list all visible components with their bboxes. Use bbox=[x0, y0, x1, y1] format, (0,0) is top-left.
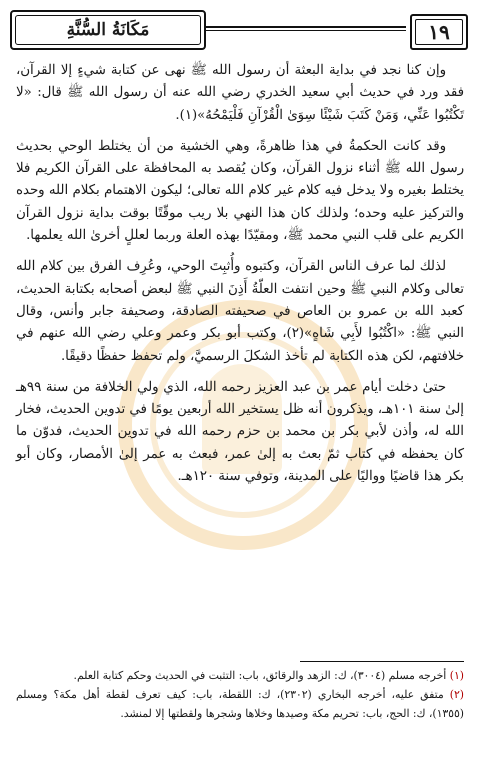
footnote-text: أخرجه مسلم (٣٠٠٤)، ك: الزهد والرقائق، باب: التثبت في الحديث وحكم كتابة العلم. bbox=[73, 669, 447, 682]
footnote-marker: (٢) bbox=[449, 688, 464, 701]
main-text bbox=[16, 60, 464, 497]
footnote-1 bbox=[16, 666, 464, 685]
footnote-2 bbox=[16, 685, 464, 723]
paragraph-4: حتىٰ دخلت أيام عمر بن عبد العزيز رحمه الله، الذي ولي الخلافة من سنة ٩٩هـ إلىٰ سنة ١٠١هـ، ويذكرون أنه ظل يستخير الله أربعين يومًا في تدوين الحديث، فخار الله له، وأذن لأبي بكر بن محمد بن حزم رحمه الله في تدوين الحديث، فدوّن ما كان يحفظه في كتاب ثمّ بعث به إلىٰ عمر، فبعث به عمر إلىٰ الأمصار، وكان أبو بكر هذا قاضيًا وواليًا على المدينة، وتوفي سنة ١٢٠هـ. bbox=[16, 379, 464, 485]
running-title: مَكَانَةُ السُّنَّةِ bbox=[10, 10, 206, 50]
paragraph-1: وإن كنا نجد في بداية البعثة أن رسول الله ﷺ نهى عن كتابة شيءٍ إلا القرآن، فقد ورد في حديث أبي سعيد الخدري رضي الله عنه أن رسول الله ﷺ قال: «لا تَكْتُبُوا عَنِّي، وَمَنْ كَتَبَ شَيْئًا سِوَىٰ الْقُرْآنِ فَلْيَمْحُهُ»(١). bbox=[16, 63, 464, 123]
page-number: ١٩ bbox=[410, 14, 468, 50]
footnotes bbox=[16, 666, 464, 723]
footnote-text: متفق عليه، أخرجه البخاري (٢٣٠٢)، ك: اللقطة، باب: كيف تعرف لقطة أهل مكة؟ ومسلم (١٣٥٥)، ك: الحج، باب: تحريم مكة وصيدها وخلاها وشجرها ولقطتها إلا لمنشد. bbox=[16, 688, 464, 720]
footnote-marker: (١) bbox=[449, 669, 464, 682]
paragraph-3: لذلك لما عرف الناس القرآن، وكتبوه وأُثبِتَ الوحي، وعُرِف الفرق بين كلام الله تعالى وكلام النبي ﷺ وحين انتفت العلّةُ أَذِنَ النبي ﷺ لبعض أصحابه بكتابة الحديث، كعبد الله بن عمرو بن العاص في صحيفته الصادقة، وصحيفة جابر وأنس، وقال النبي ﷺ: «اكْتُبُوا لأَبِي شَاهٍ»(٢)، وكتب أبو بكر وعمر وعلي رضي الله عنهم في خلافتهم، لكن هذه الكتابة لم تأخذ الشكلَ الرسميَّ، ولم تحفظ حفظًا دقيقًا. bbox=[16, 259, 465, 364]
page-header bbox=[10, 10, 468, 48]
footnote-separator bbox=[300, 661, 464, 662]
paragraph-2: وقد كانت الحكمةُ في هذا ظاهرةً، وهي الخشية من أن يختلط الوحي بحديث رسول الله ﷺ أثناء نزول القرآن، وكان يُقصد به المحافظة على القرآن الكريم فلا يختلط بغيره ولا يدخل فيه كلام غير كلام الله تعالى؛ ليكون الاهتمام بكلام الله وحده والتركيز عليه وحده؛ ولذلك كان هذا النهي بلا ريب موقّتًا بوقت بداية نزول القرآن الكريم على قلب النبي محمد ﷺ، ومقيّدًا بهذه العلة وربما لعللٍ أخرىٰ الله يعلمها. bbox=[16, 138, 464, 244]
